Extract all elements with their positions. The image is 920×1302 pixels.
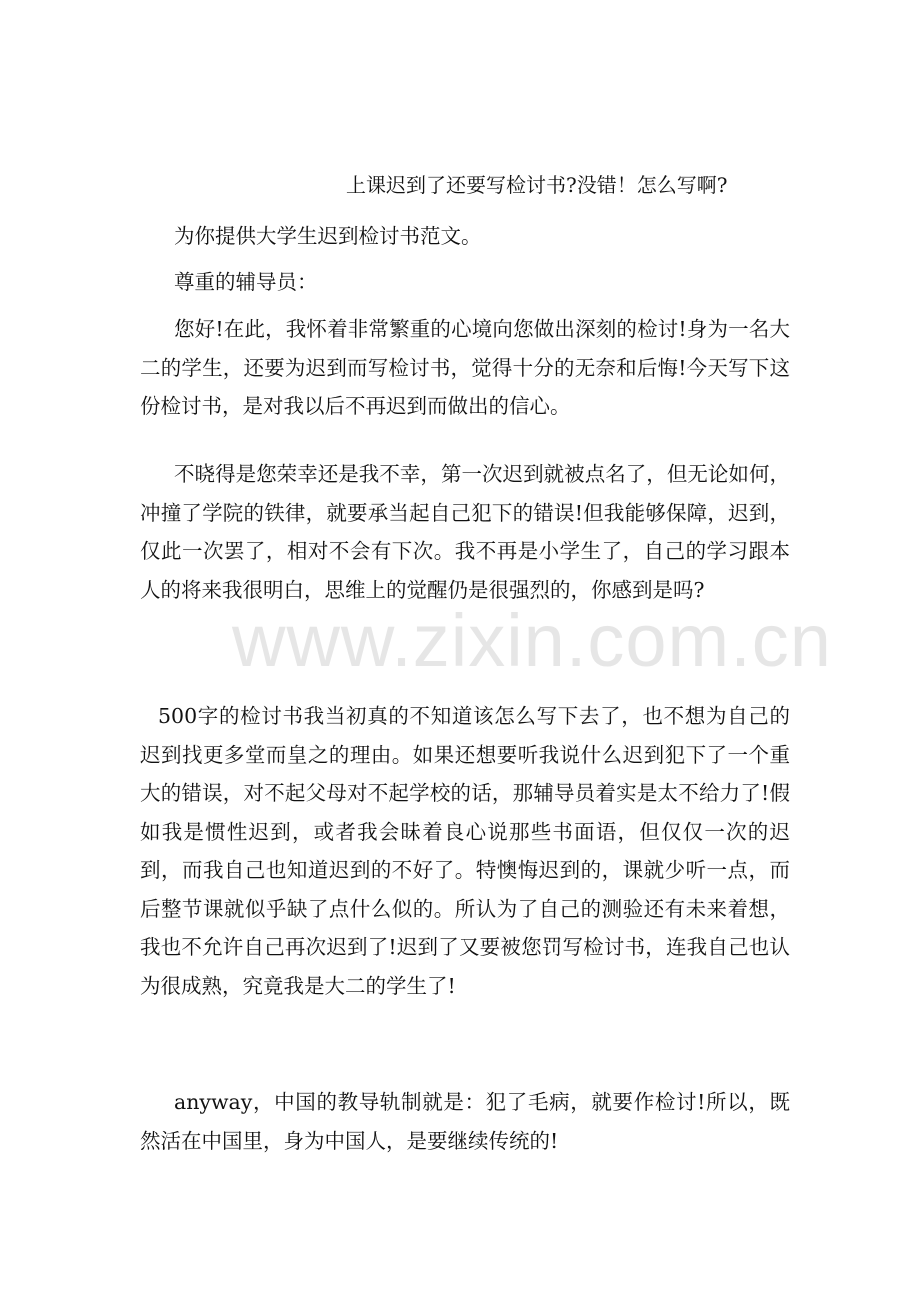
document-title: 上课迟到了还要写检讨书?没错！怎么写啊? — [346, 173, 728, 197]
watermark: www.zixin.com.cn — [232, 599, 832, 682]
paragraph-2: 不晓得是您荣幸还是我不幸，第一次迟到就被点名了，但无论如何，冲撞了学院的铁律，就要承当起自己犯下的错误!但我能够保障，迟到，仅此一次罢了，相对不会有下次。我不再是小学生了，自己的学习跟本人的将来我很明白，思维上的觉醒仍是很强烈的，你感到是吗? — [140, 462, 790, 602]
intro-line: 为你提供大学生迟到检讨书范文。 — [174, 224, 482, 248]
paragraph-3: 500字的检讨书我当初真的不知道该怎么写下去了，也不想为自己的迟到找更多堂而皇之的理由。如果还想要听我说什么迟到犯下了一个重大的错误，对不起父母对不起学校的话，那辅导员着实是太不给力了!假如我是惯性迟到，或者我会昧着良心说那些书面语，但仅仅一次的迟到，而我自己也知道迟到的不好了。特懊悔迟到的，课就少听一点，而后整节课就似乎缺了点什么似的。所认为了自己的测验还有未来着想，我也不允许自己再次迟到了!迟到了又要被您罚写检讨书，连我自己也认为很成熟，究竟我是大二的学生了! — [140, 704, 790, 998]
salutation: 尊重的辅导员： — [174, 270, 318, 294]
paragraph-1: 您好!在此，我怀着非常繁重的心境向您做出深刻的检讨!身为一名大二的学生，还要为迟到而写检讨书，觉得十分的无奈和后悔!今天写下这份检讨书，是对我以后不再迟到而做出的信心。 — [140, 317, 790, 418]
paragraph-4: anyway，中国的教导轨制就是：犯了毛病，就要作检讨!所以，既然活在中国里，身为中国人，是要继续传统的! — [140, 1090, 790, 1153]
